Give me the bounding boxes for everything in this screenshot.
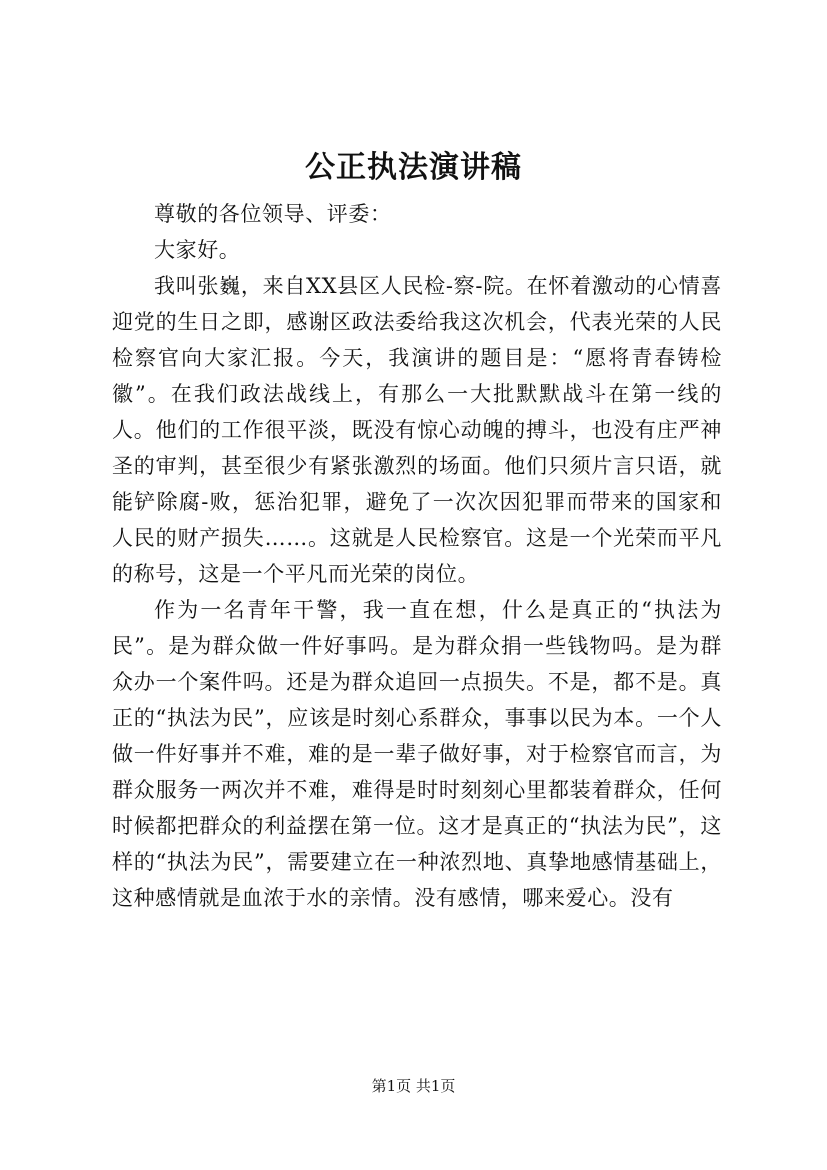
document-title: 公正执法演讲稿	[305, 150, 522, 185]
page-footer: 第1页 共1页	[371, 1077, 456, 1095]
body-paragraph: 作为一名青年干警，我一直在想，什么是真正的“执法为民”。是为群众做一件好事吗。是为群众捐一些钱物吗。是为群众办一个案件吗。还是为群众追回一点损失。不是，都不是。真正的“执法为民”，应该是时刻心系群众，事事以民为本。一个人做一件好事并不难，难的是一辈子做好事，对于检察官而言，为群众服务一两次并不难，难得是时时刻刻心里都装着群众，任何时候都把群众的利益摆在第一位。这才是真正的“执法为民”，这样的“执法为民”，需要建立在一种浓烈地、真挚地感情基础上，这种感情就是血浓于水的亲情。没有感情，哪来爱心。没有	[112, 598, 722, 910]
document-body	[112, 196, 722, 916]
salutation-paragraph: 尊敬的各位领导、评委：	[154, 202, 392, 226]
greeting-paragraph: 大家好。	[154, 238, 241, 262]
body-paragraph: 我叫张巍，来自XX县区人民检-察-院。在怀着激动的心情喜迎党的生日之即，感谢区政法委给我这次机会，代表光荣的人民检察官向大家汇报。今天，我演讲的题目是：“愿将青春铸检徽”。在我们政法战线上，有那么一大批默默战斗在第一线的人。他们的工作很平淡，既没有惊心动魄的搏斗，也没有庄严神圣的审判，甚至很少有紧张激烈的场面。他们只须片言只语，就能铲除腐-败，惩治犯罪，避免了一次次因犯罪而带来的国家和人民的财产损失……。这就是人民检察官。这是一个光荣而平凡的称号，这是一个平凡而光荣的岗位。	[112, 274, 722, 586]
